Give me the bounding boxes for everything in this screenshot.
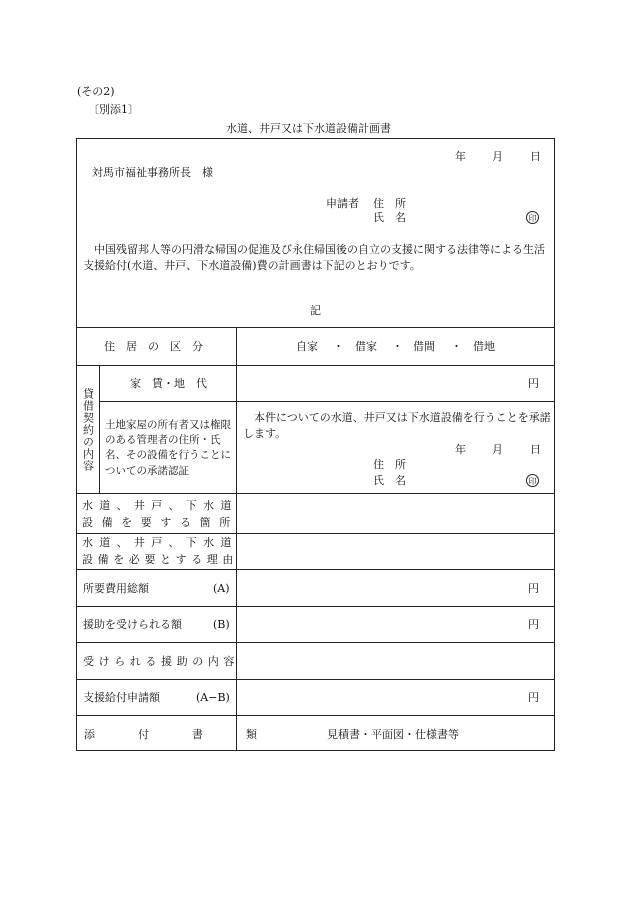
row-divider xyxy=(76,715,555,716)
assistance-label: 援助を受けられる額 xyxy=(83,618,182,631)
separator-dot: ・ xyxy=(333,340,344,353)
attachment-label: 〔別添1〕 xyxy=(88,103,139,116)
seal-mark-icon: 印 xyxy=(526,211,539,224)
row-divider xyxy=(76,606,555,607)
date-day: 日 xyxy=(530,150,541,163)
total-cost-code: (A) xyxy=(213,582,230,595)
reason-label-line2: 設備を必要とする理由 xyxy=(82,553,238,566)
rent-yen: 円 xyxy=(528,377,539,390)
separator-dot: ・ xyxy=(392,340,403,353)
row-divider xyxy=(76,569,555,570)
total-cost-label: 所要費用総額 xyxy=(83,582,149,595)
date-year: 年 xyxy=(455,150,466,163)
page-title: 水道、井戸又は下水道設備計画書 xyxy=(226,122,391,135)
applicant-label: 申請者 xyxy=(326,197,359,210)
residence-option-own: 自家 xyxy=(296,340,318,353)
residence-option-rented-house: 借家 xyxy=(355,340,377,353)
consent-address-label: 住 所 xyxy=(373,458,406,471)
applicant-name-label: 氏 名 xyxy=(373,211,406,224)
assistance-yen: 円 xyxy=(528,618,539,631)
row-divider xyxy=(76,679,555,680)
rent-label: 家 賃・地 代 xyxy=(130,377,207,390)
row-divider xyxy=(99,401,555,402)
consent-text: 本件についての水道、井戸又は下水道設備を行うことを承諾します。 xyxy=(243,411,551,440)
consent-year: 年 xyxy=(455,443,466,456)
assistance-content-label: 受けられる援助の内容 xyxy=(83,655,239,668)
consent-day: 日 xyxy=(530,443,541,456)
attachments-value: 見積書・平面図・仕様書等 xyxy=(327,728,459,741)
separator-dot: ・ xyxy=(451,340,462,353)
date-month: 月 xyxy=(492,150,503,163)
residence-option-leased-land: 借地 xyxy=(473,340,495,353)
seal-mark-icon: 印 xyxy=(526,474,539,487)
row-divider xyxy=(76,327,555,328)
row-divider xyxy=(76,533,555,534)
reason-label-line1: 水道、井戸、下水道 xyxy=(82,536,238,549)
residence-option-rented-room: 借間 xyxy=(413,340,435,353)
assistance-code: (B) xyxy=(213,618,230,631)
residence-label: 住 居 の 区 分 xyxy=(104,340,203,353)
benefit-yen: 円 xyxy=(528,691,539,704)
lease-group-label: 貸借契約の内容 xyxy=(81,387,95,472)
location-label-line2: 設備を要する箇所 xyxy=(82,516,239,529)
ki-mark: 記 xyxy=(310,304,321,317)
benefit-code: (A−B) xyxy=(196,691,230,704)
addressee: 対馬市福祉事務所長 様 xyxy=(92,166,213,179)
application-statement: 中国残留邦人等の円滑な帰国の促進及び永住帰国後の自立の支援に関する法律等による生活支援給付(水道、井戸、下水道設備)費の計画書は下記のとおりです。 xyxy=(83,243,545,272)
benefit-label: 支援給付申請額 xyxy=(83,691,160,704)
consent-label: 土地家屋の所有者又は権限のある管理者の住所・氏名、その設備を行うことについての承諾認証 xyxy=(105,419,231,477)
row-divider xyxy=(76,642,555,643)
applicant-address-label: 住 所 xyxy=(373,197,406,210)
consent-month: 月 xyxy=(492,443,503,456)
consent-name-label: 氏 名 xyxy=(373,474,406,487)
location-label-line1: 水道、井戸、下水道 xyxy=(82,499,238,512)
attachments-label: 添 付 書 類 xyxy=(84,728,273,741)
row-divider xyxy=(76,365,555,366)
row-divider xyxy=(76,493,555,494)
part-label: (その2) xyxy=(77,85,115,98)
column-divider xyxy=(99,365,100,493)
total-cost-yen: 円 xyxy=(528,582,539,595)
